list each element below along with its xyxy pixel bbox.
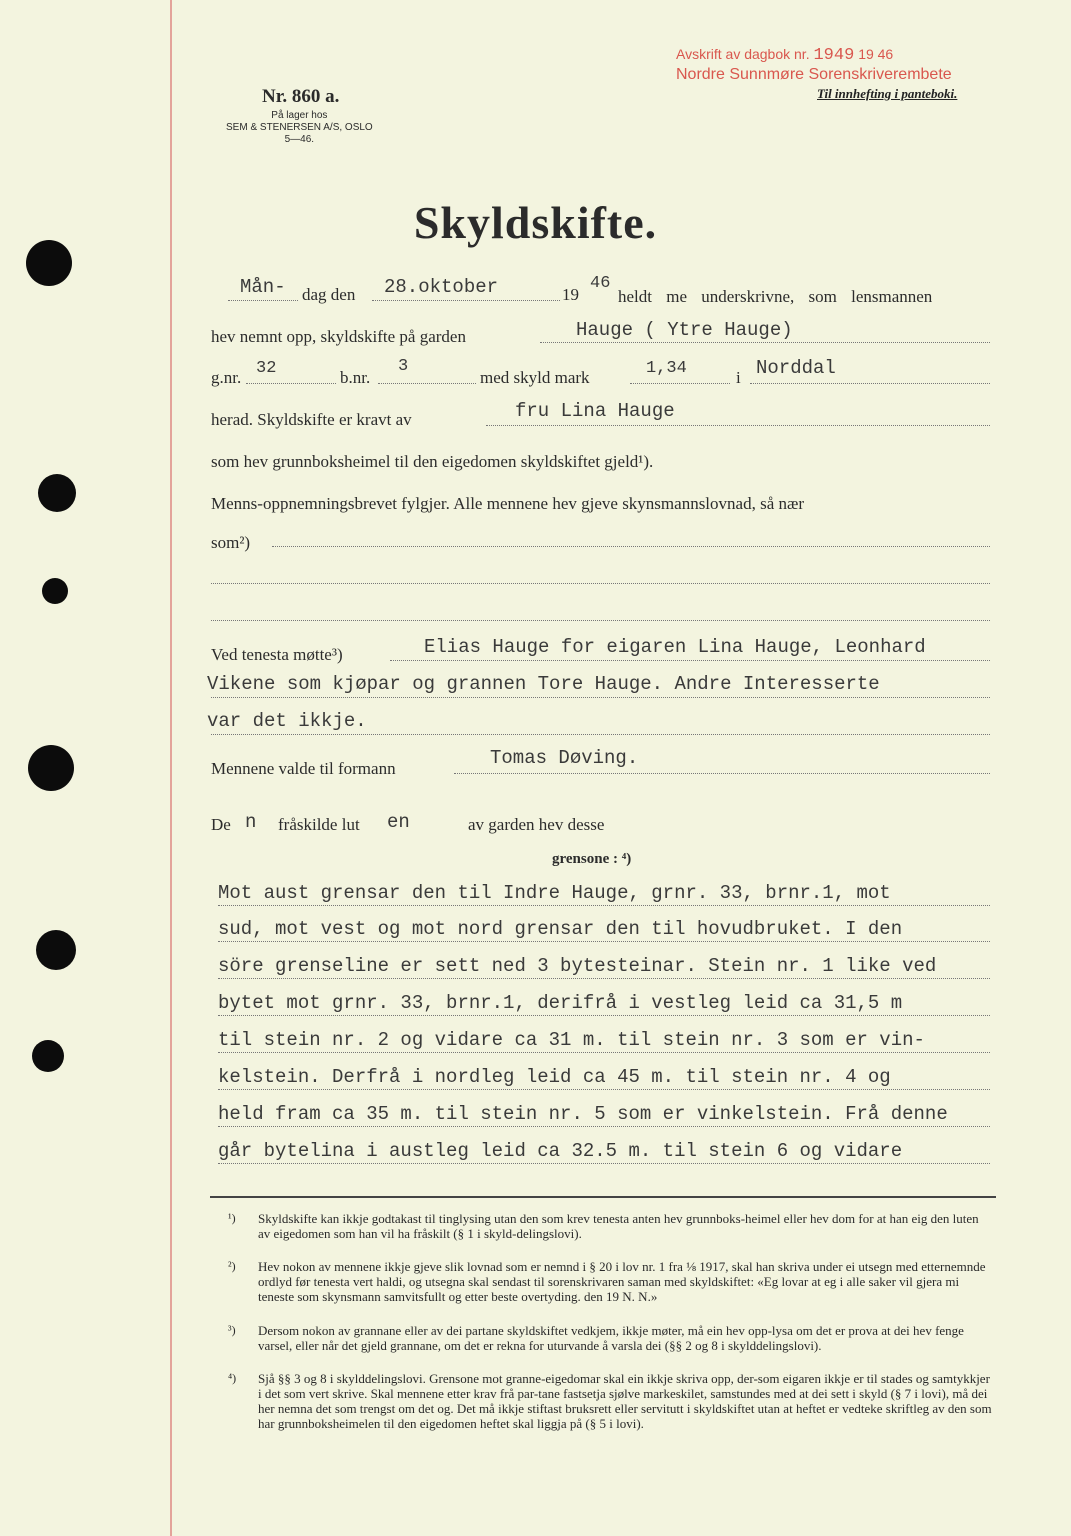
gnr-value: 32 [256, 359, 277, 378]
weekday-value: Mån- [240, 276, 286, 298]
footnote-divider [210, 1196, 996, 1198]
i-label: i [736, 368, 741, 387]
footnote-1: Skyldskifte kan ikkje godtakast til tinglysing utan den som krev tenesta anten hev grunnboks-heimel eller hev dom for at han eig den luten av eigedomen som han vil ha fråskilt (§ 1 i skyld-delingslovi). [258, 1211, 979, 1241]
office-stamp: Nordre Sunnmøre Sorenskriverembete [676, 66, 952, 83]
stamp-note: Til innhefting i panteboki. [817, 86, 958, 101]
bnr-label: b.nr. [340, 368, 371, 387]
grensone-label: grensone : ⁴) [552, 851, 632, 867]
bnr-value: 3 [398, 357, 409, 376]
boundary-line: Mot aust grensar den til Indre Hauge, grnr. 33, brnr.1, mot [218, 882, 891, 904]
footnote-number: ²) [228, 1259, 236, 1273]
stamp-prefix: Avskrift av dagbok nr. [676, 46, 810, 62]
garden-value: Hauge ( Ytre Hauge) [576, 319, 793, 341]
footnote-number: ¹) [228, 1211, 236, 1225]
printer-imprint [226, 110, 373, 146]
footnote-2: Hev nokon av mennene ikkje gjeve slik lovnad som er nemnd i § 20 i lov nr. 1 fra ⅛ 1917, skal han skriva under ei utsegn med etternemnde ordlyd før tenesta vert haldi, og utsegna skal sendast til sorenskrivaren saman med skyldskiftet: «Eg lovar at eg i alle saker vil gjera mi teneste som skynsmann samvitsfullt og etter beste overtyding. den 19 N. N.» [258, 1259, 986, 1304]
boundary-line: går bytelina i austleg leid ca 32.5 m. til stein 6 og vidare [218, 1140, 903, 1162]
skyld-value: 1,34 [646, 359, 687, 378]
footnote-3: Dersom nokon av grannane eller av dei partane skyldskiftet vedkjem, ikkje møter, må ein hev opp-lysa om det er prova at dei hev fenge varsel, eller når det gjeld grannane, om det er rekna for uturvande å varsla dei (§§ 2 og 8 i skylddelingslovi). [258, 1323, 964, 1353]
year-value: 46 [590, 274, 611, 293]
punch-hole [42, 578, 68, 604]
printer-line: På lager hos [271, 110, 328, 121]
punch-hole [36, 930, 76, 970]
punch-hole [38, 474, 76, 512]
boundary-line: sud, mot vest og mot nord grensar den til hovudbruket. I den [218, 918, 903, 940]
printer-line: SEM & STENERSEN A/S, OSLO [226, 122, 373, 133]
mote-line-3: var det ikkje. [207, 710, 367, 732]
boundary-line: bytet mot grnr. 33, brnr.1, derifrå i vestleg leid ca 31,5 m [218, 992, 903, 1014]
kravt-value: fru Lina Hauge [515, 400, 675, 422]
form-number: Nr. 860 a. [262, 86, 340, 107]
skyld-label: med skyld mark [480, 368, 590, 387]
footnote-4: Sjå §§ 3 og 8 i skylddelingslovi. Grensone mot granne-eigedomar skal ein ikkje skriva opp, der-som eigaren ikkje er til stades og samtykkjer i det som vert skrive. Skal mennene etter krav frå par-tane fastsetja sjølve markeskilet, samstundes med at dei sett i skyld (§ 7 i lovi), må dei her nemna det som trengst om det og. Det må ikkje stiftast bruksrett eller servitutt i skyldskiftet utan at heftet er vedteke skriftleg av den som har grunnboksheimelen til den eigedomen heftet skal liggja på (§ 5 i lovi). [258, 1371, 992, 1431]
menns-line: Menns-oppnemningsbrevet fylgjer. Alle mennene hev gjeve skynsmannslovnad, så nær [211, 494, 804, 513]
boundary-line: til stein nr. 2 og vidare ca 31 m. til stein nr. 3 som er vin- [218, 1029, 925, 1051]
footnote-number: ⁴) [228, 1371, 237, 1385]
date-value: 28.oktober [384, 276, 499, 298]
mote-label: Ved tenesta møtte³) [211, 645, 343, 664]
year-prefix: 19 [562, 285, 579, 304]
som-label: som²) [211, 533, 251, 552]
dagbok-number: 1949 [813, 46, 855, 65]
fraskilde-label: fråskilde lut [278, 815, 360, 834]
mote-line-2: Vikene som kjøpar og grannen Tore Hauge. Andre Interesserte [207, 673, 880, 695]
herad-label: herad. Skyldskifte er kravt av [211, 410, 412, 429]
footnote-number: ³) [228, 1323, 236, 1337]
stamp-year: 19 46 [858, 46, 894, 62]
dagbok-stamp [676, 46, 893, 65]
garden-label: hev nemnt opp, skyldskifte på garden [211, 327, 466, 346]
lut-fill: en [387, 811, 410, 833]
herad-value: Norddal [756, 357, 836, 379]
mote-line-1: Elias Hauge for eigaren Lina Hauge, Leonhard [424, 636, 926, 658]
heldt-text: heldt me underskrivne, som lensmannen [618, 287, 933, 306]
printer-line: 5—46. [284, 134, 315, 145]
gnr-label: g.nr. [211, 368, 242, 387]
punch-hole [28, 745, 74, 791]
boundary-line: held fram ca 35 m. til stein nr. 5 som er vinkelstein. Frå denne [218, 1103, 948, 1125]
boundary-line: kelstein. Derfrå i nordleg leid ca 45 m. til stein nr. 4 og [218, 1066, 891, 1088]
garden-hev-label: av garden hev desse [468, 815, 605, 834]
formann-label: Mennene valde til formann [211, 759, 396, 778]
boundary-line: söre grenseline er sett ned 3 bytesteinar. Stein nr. 1 like ved [218, 955, 937, 977]
de-label: De [211, 815, 231, 834]
de-fill: n [245, 811, 257, 833]
dag-den-label: dag den [302, 285, 356, 304]
document-title: Skyldskifte. [413, 197, 658, 248]
punch-hole [32, 1040, 64, 1072]
formann-value: Tomas Døving. [490, 747, 639, 769]
gjeld-line: som hev grunnboksheimel til den eigedomen skyldskiftet gjeld¹). [211, 452, 654, 471]
